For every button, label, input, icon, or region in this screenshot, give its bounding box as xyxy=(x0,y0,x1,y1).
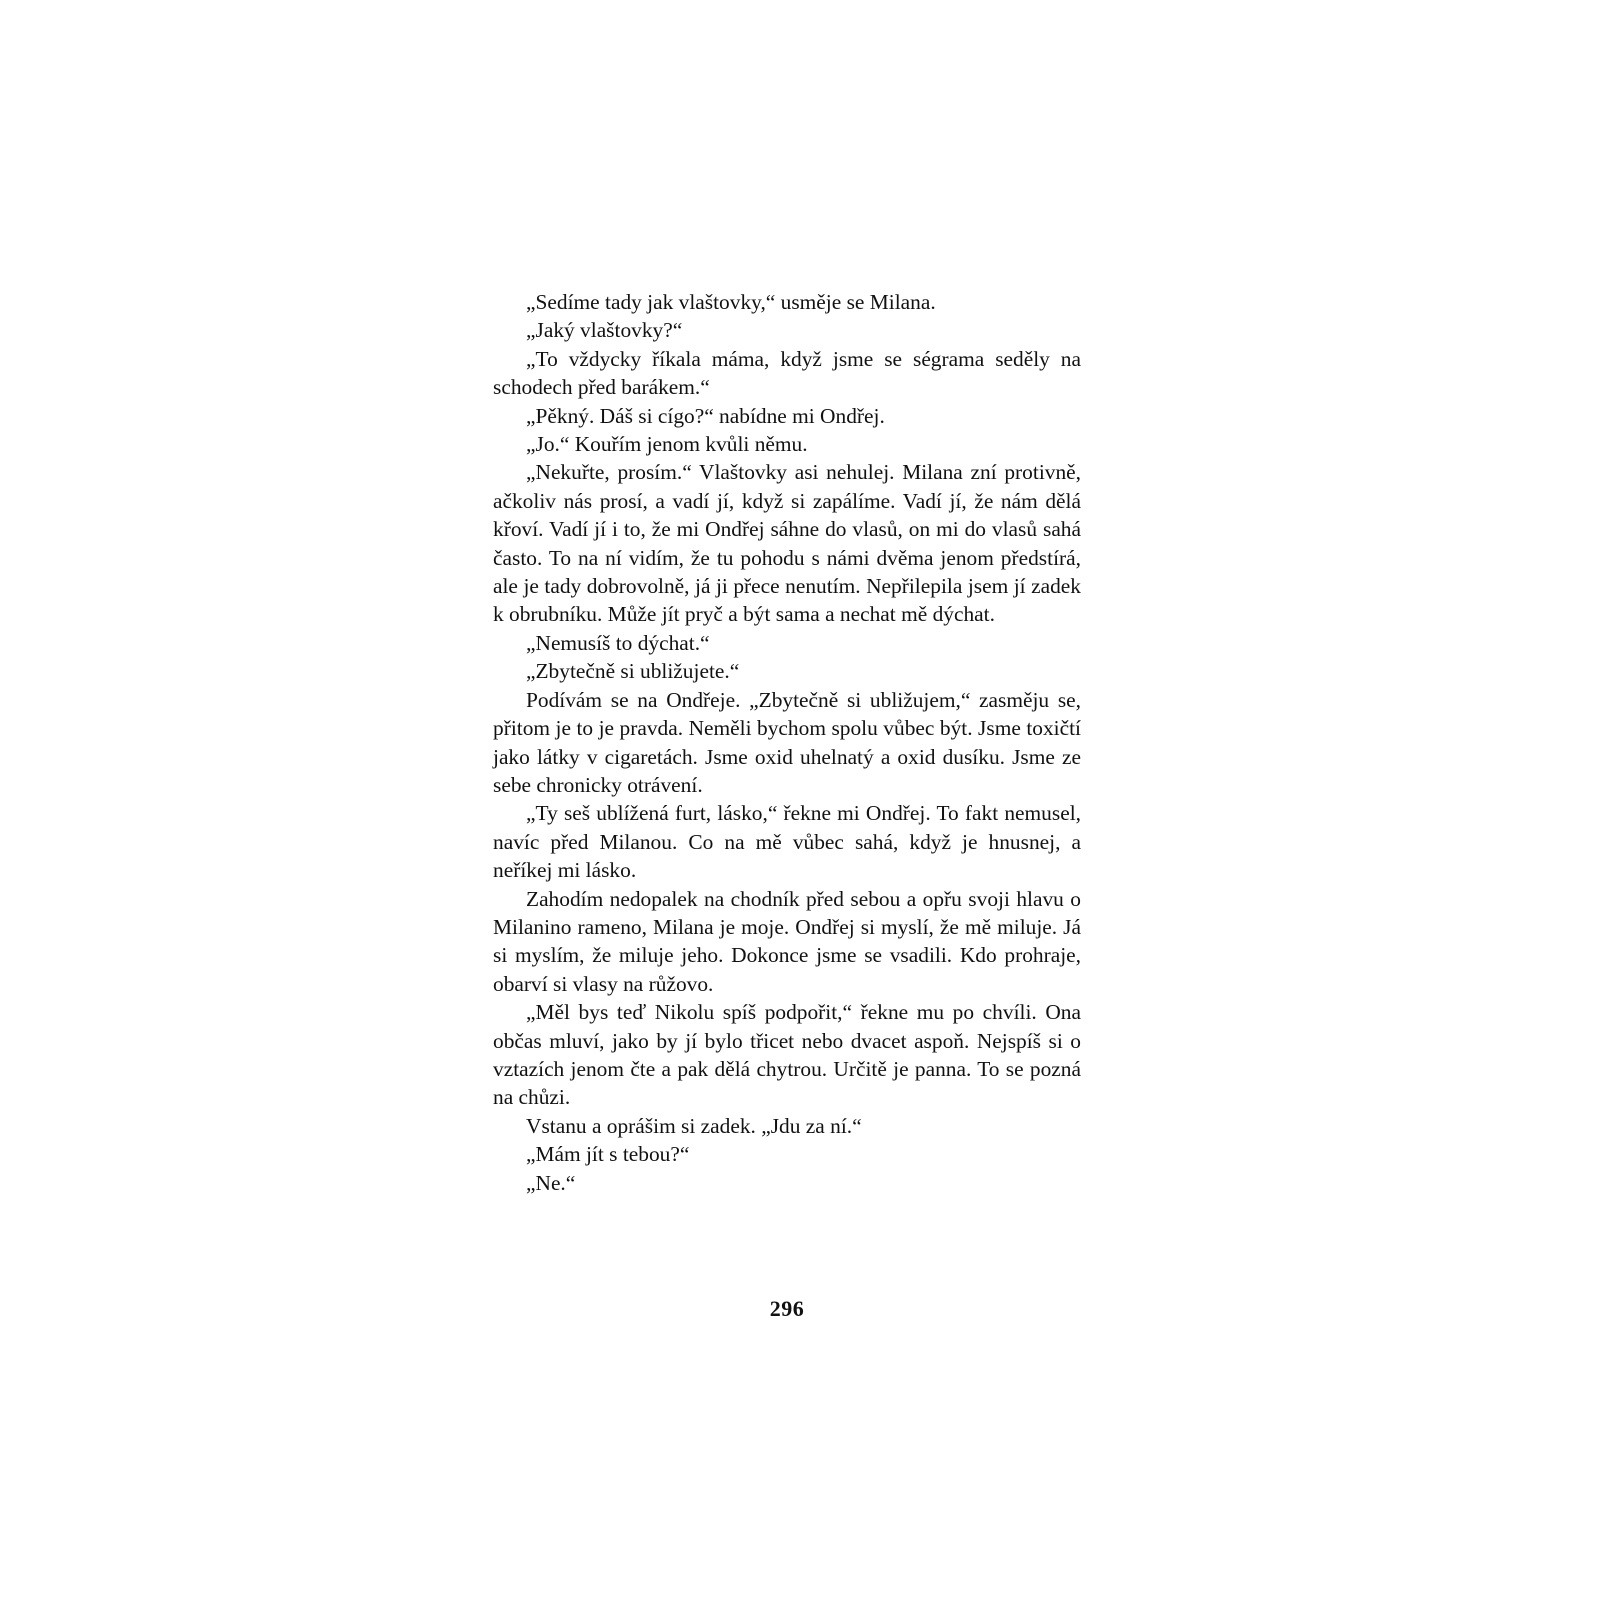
paragraph: „Ty seš ublížená furt, lásko,“ řekne mi Ondřej. To fakt nemusel, navíc před Milanou. Co na mě vůbec sahá, když je hnusnej, a neříkej mi lásko. xyxy=(493,801,1081,883)
paragraph: „Jo.“ Kouřím jenom kvůli němu. xyxy=(526,432,808,457)
paragraph: „Jaký vlaštovky?“ xyxy=(526,318,683,343)
paragraph: „Mám jít s tebou?“ xyxy=(526,1142,690,1167)
paragraph: „Nemusíš to dýchat.“ xyxy=(526,630,710,655)
paragraph: Vstanu a oprášim si zadek. „Jdu za ní.“ xyxy=(526,1113,862,1138)
book-page-text xyxy=(493,288,1081,1197)
page-number: 296 xyxy=(769,1296,805,1321)
paragraph: „Nekuřte, prosím.“ Vlaštovky asi nehulej. Milana zní protivně, ačkoliv nás prosí, a vadí jí, když si zapálíme. Vadí jí, že nám dělá křoví. Vadí jí i to, že mi Ondřej sáhne do vlasů, on mi do vlasů sahá často. To na ní vidím, že tu pohodu s námi dvěma jenom předstírá, ale je tady dobrovolně, já ji přece nenutím. Nepřilepila jsem jí zadek k obrubníku. Může jít pryč a být sama a nechat mě dýchat. xyxy=(493,460,1081,627)
paragraph: „Ne.“ xyxy=(526,1170,576,1195)
paragraph: „Sedíme tady jak vlaštovky,“ usměje se Milana. xyxy=(526,290,936,314)
paragraph: „To vždycky říkala máma, když jsme se ségrama seděly na schodech před barákem.“ xyxy=(493,346,1081,400)
paragraph: Podívám se na Ondřeje. „Zbytečně si ubližujem,“ zasměju se, přitom je to je pravda. Neměli bychom spolu vůbec být. Jsme toxičtí jako látky v cigaretách. Jsme oxid uhelnatý a oxid dusíku. Jsme ze sebe chronicky otrávení. xyxy=(493,687,1081,797)
paragraph: Zahodím nedopalek na chodník před sebou a opřu svoji hlavu o Milanino rameno, Milana je moje. Ondřej si myslí, že mě miluje. Já si myslím, že miluje jeho. Dokonce jsme se vsadili. Kdo prohraje, obarví si vlasy na růžovo. xyxy=(493,886,1081,996)
paragraph: „Pěkný. Dáš si cígo?“ nabídne mi Ondřej. xyxy=(526,403,885,428)
paragraph: „Zbytečně si ubližujete.“ xyxy=(526,659,740,684)
paragraph: „Měl bys teď Nikolu spíš podpořit,“ řekne mu po chvíli. Ona občas mluví, jako by jí bylo třicet nebo dvacet aspoň. Nejspíš si o vztazích jenom čte a pak dělá chytrou. Určitě je panna. To se pozná na chůzi. xyxy=(493,1000,1081,1110)
